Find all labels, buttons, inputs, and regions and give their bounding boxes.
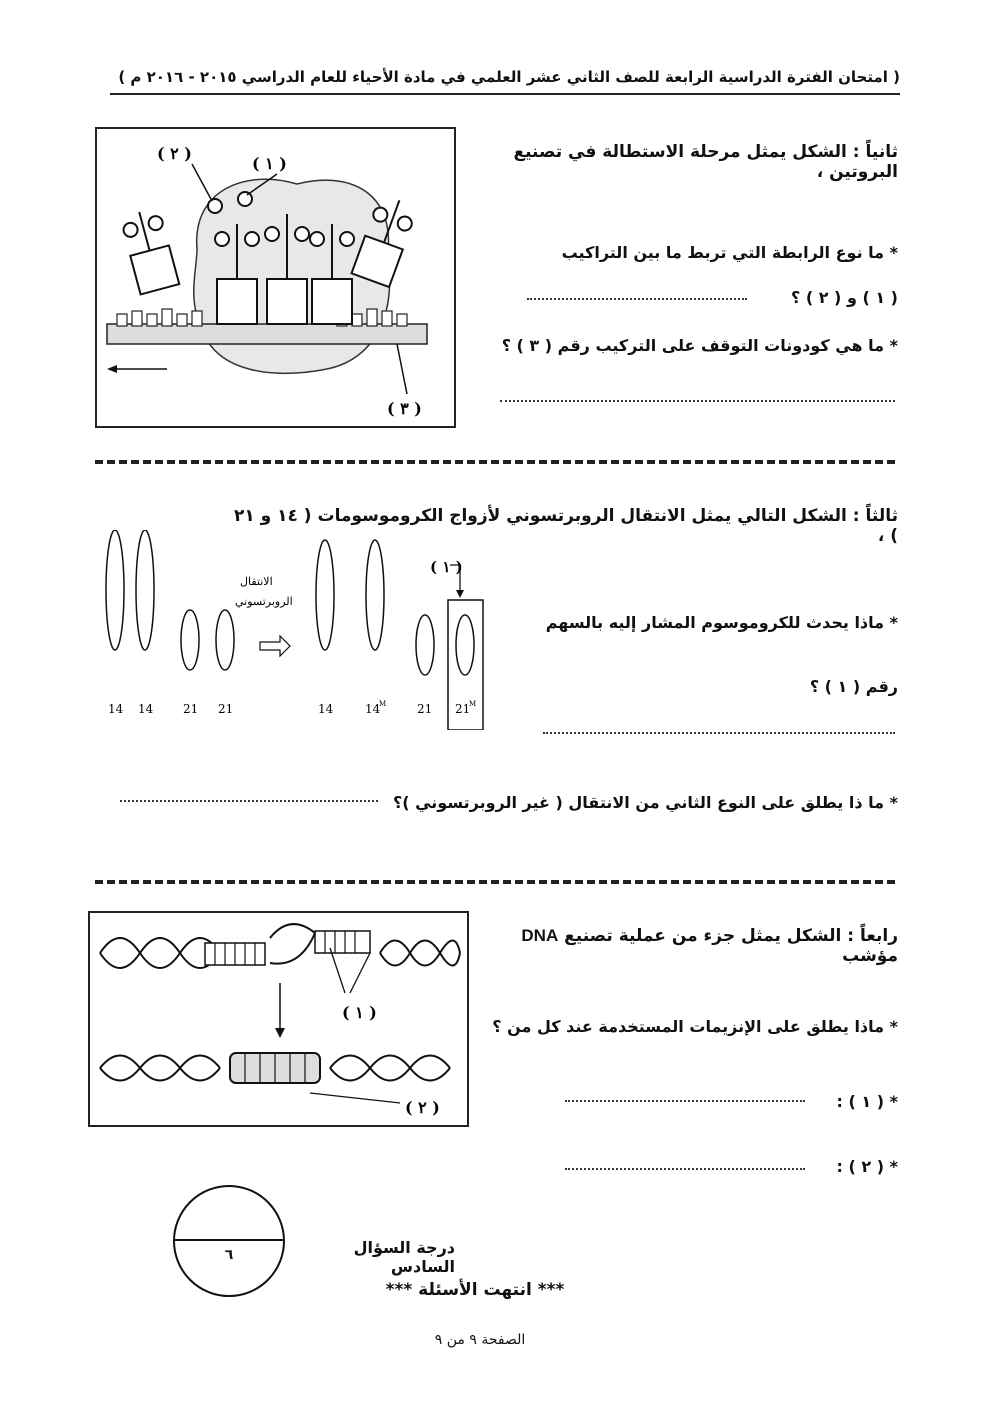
answer-line-3-1[interactable] xyxy=(543,732,895,734)
section4-item1: * ( ١ ) : xyxy=(836,1092,898,1111)
grade-label: درجة السؤال السادس xyxy=(353,1238,455,1276)
section3-q1-line1: * ماذا يحدث للكروموسوم المشار إليه بالسهم xyxy=(545,613,898,632)
answer-line-3-2[interactable] xyxy=(120,800,378,802)
section3-title: ثالثاً : الشكل التالي يمثل الانتقال الروبرتسوني لأزواج الكروموسومات ( ١٤ و ٢١ ) ، xyxy=(233,506,898,546)
grade-value: ٦ xyxy=(224,1247,234,1263)
chrom-suffix: M xyxy=(469,700,477,708)
recombinant-dna-figure xyxy=(88,911,469,1127)
fig4-label-2: ( ٢ ) xyxy=(405,1098,440,1117)
dna-diagram xyxy=(90,913,467,1125)
chrom-label: 21 xyxy=(218,702,234,716)
chrom-label: 21 xyxy=(455,702,471,716)
section4-question: * ماذا يطلق على الإنزيمات المستخدمة عند كل من ؟ xyxy=(492,1017,898,1036)
answer-line-4-1[interactable] xyxy=(565,1100,805,1102)
chrom-label: 14 xyxy=(108,702,124,716)
answer-line-2-2[interactable] xyxy=(500,400,895,402)
section4-title-dna: DNA xyxy=(521,926,559,945)
answer-line-2-1[interactable] xyxy=(527,298,747,300)
arrow-label-robertsonian: الروبرتسوني xyxy=(235,595,293,608)
protein-elongation-figure xyxy=(95,127,456,428)
chrom-label: 21 xyxy=(183,702,199,716)
section2-title: ثانياً : الشكل يمثل مرحلة الاستطالة في تصنيع البروتين ، xyxy=(513,142,898,182)
robertsonian-translocation-figure xyxy=(90,530,500,730)
grade-circle xyxy=(173,1185,285,1297)
section2-q1-line1: * ما نوع الرابطة التي تربط ما بين التراكيب xyxy=(561,243,898,262)
chrom-label: 14 xyxy=(318,702,334,716)
chrom-label: 14 xyxy=(365,702,381,716)
fig4-label-1: ( ١ ) xyxy=(342,1003,377,1022)
section-separator-2 xyxy=(95,880,895,884)
section2-q1-line2: ( ١ ) و ( ٢ ) ؟ xyxy=(790,288,898,307)
fig2-label-1: ( ١ ) xyxy=(252,154,287,173)
fig3-label-1: ( ١ ) xyxy=(430,558,463,576)
grade-circle-divider xyxy=(175,1239,283,1241)
section4-title-end: مؤشب xyxy=(842,946,898,966)
end-text: *** انتهت الأسئلة *** xyxy=(385,1280,565,1300)
fig2-label-2: ( ٢ ) xyxy=(157,144,192,163)
section4-item2: * ( ٢ ) : xyxy=(836,1157,898,1176)
chrom-label: 14 xyxy=(138,702,154,716)
arrow-label-translocation: الانتقال xyxy=(240,575,273,588)
header-divider xyxy=(110,93,900,95)
chromosome-diagram xyxy=(90,530,500,730)
page-footer: الصفحة ٩ من ٩ xyxy=(434,1332,526,1348)
chrom-suffix: M xyxy=(379,700,387,708)
answer-line-4-2[interactable] xyxy=(565,1168,805,1170)
section2-q2: * ما هي كودونات التوقف على التركيب رقم ( ٣ ) ؟ xyxy=(501,336,898,355)
chrom-label: 21 xyxy=(417,702,433,716)
section3-q1-line2: رقم ( ١ ) ؟ xyxy=(809,677,898,696)
exam-header: ( امتحان الفترة الدراسية الرابعة للصف الثاني عشر العلمي في مادة الأحياء للعام الدراسي ٢٠١٥ - ٢٠١٦ م ) xyxy=(118,68,900,86)
section3-q2: * ما ذا يطلق على النوع الثاني من الانتقال ( غير الروبرتسوني )؟ xyxy=(392,793,898,812)
ribosome-diagram xyxy=(97,129,454,426)
fig2-label-3: ( ٣ ) xyxy=(387,399,422,418)
section4-title xyxy=(470,926,898,966)
section-separator-1 xyxy=(95,460,895,464)
section4-title-text: رابعاً : الشكل يمثل جزء من عملية تصنيع xyxy=(564,926,898,946)
